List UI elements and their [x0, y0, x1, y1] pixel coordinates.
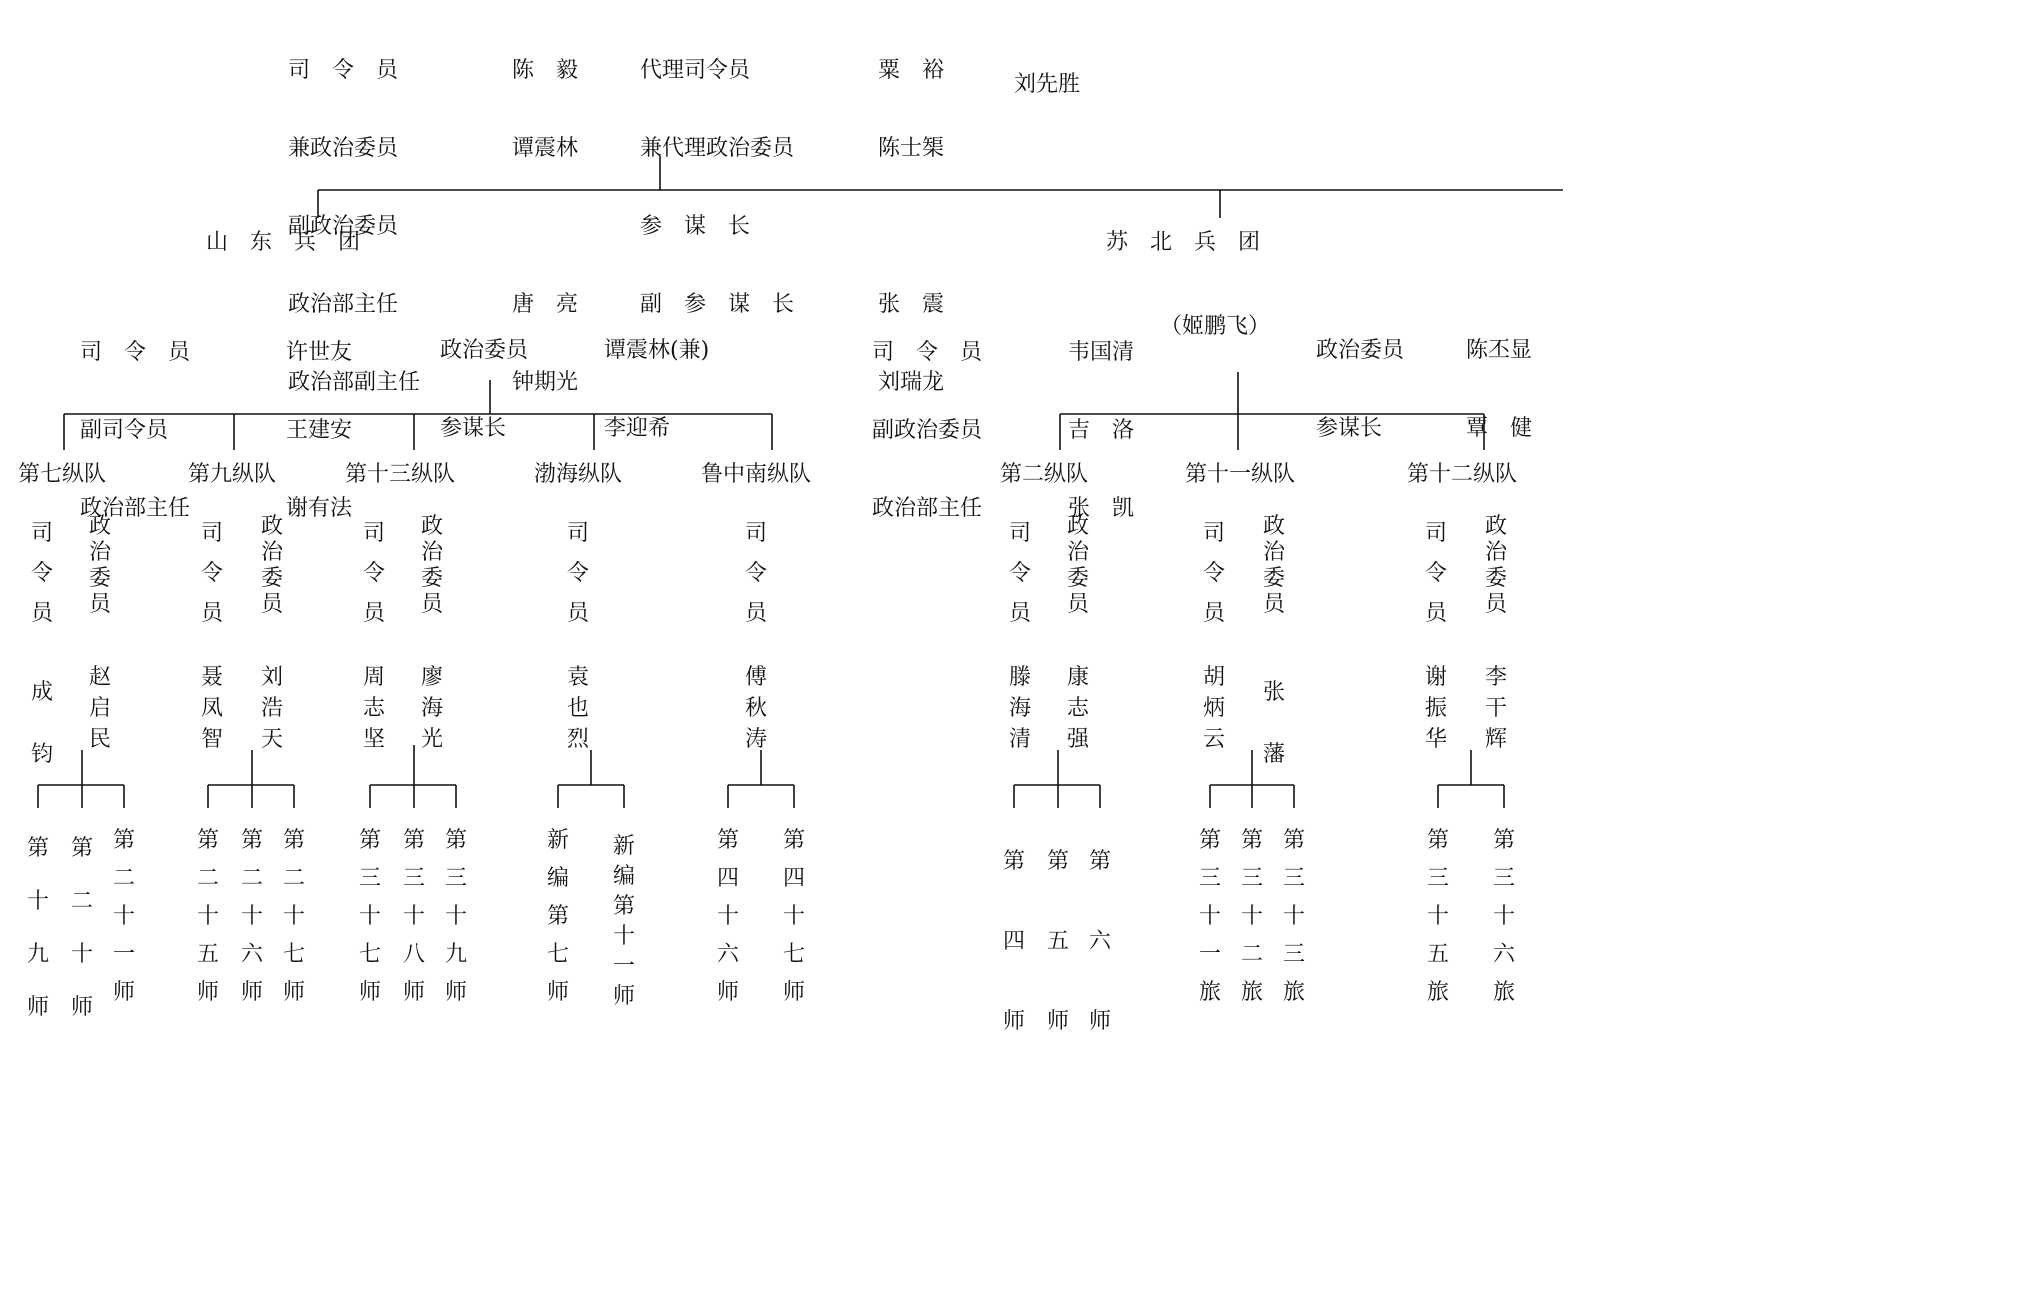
- group-title-row: 政治部主任: [80, 496, 191, 521]
- unit-label: 第 四 十 七 师: [782, 828, 805, 1005]
- unit-label: 第 三 十 七 师: [358, 828, 381, 1005]
- column-title: 第十二纵队: [1407, 462, 1518, 487]
- command-name: [878, 214, 944, 240]
- unit-label: 第 三 十 一 旅: [1198, 828, 1221, 1005]
- leader-name: 周 志 坚: [362, 665, 385, 752]
- command-name: 刘瑞龙: [878, 370, 945, 395]
- command-title: 政治部副主任: [288, 370, 421, 395]
- leader-name: 康 志 强: [1066, 665, 1089, 752]
- subei-left-titles: [872, 288, 982, 548]
- role-label: 司 令 员: [200, 521, 223, 626]
- unit-label: 第 四 师: [1002, 849, 1025, 1034]
- shandong-left-titles: [80, 288, 190, 548]
- command-title: 兼政治委员: [288, 136, 399, 161]
- group-name-row: 陈丕显: [1466, 338, 1533, 363]
- command-title: 副 参 谋 长: [640, 292, 795, 317]
- group-name-row: 覃 健: [1466, 416, 1533, 441]
- leader-name: 赵 启 民: [88, 665, 111, 752]
- unit-label: 第 四 十 六 师: [716, 828, 739, 1005]
- unit-label: 第 三 十 三 旅: [1282, 828, 1305, 1005]
- column-title: 鲁中南纵队: [701, 462, 812, 487]
- command-name: 唐 亮: [512, 292, 579, 317]
- command-extra-name: 刘先胜: [1014, 72, 1081, 97]
- unit-label: 第 五 师: [1046, 849, 1069, 1034]
- command-name: 粟 裕: [878, 58, 945, 83]
- leader-name: 聂 凤 智: [200, 665, 223, 752]
- role-label: 司 令 员: [1202, 521, 1225, 626]
- command-title: 副政治委员: [288, 214, 399, 239]
- command-name: [512, 214, 578, 240]
- group-name-row: 李迎希: [604, 416, 671, 441]
- command-name: 钟期光: [512, 370, 579, 395]
- role-label: 司 令 员: [1008, 521, 1031, 626]
- role-label: 司 令 员: [362, 521, 385, 626]
- command-title: 兼代理政治委员: [640, 136, 795, 161]
- group-title-row: 参谋长: [1316, 416, 1383, 441]
- column-title: 渤海纵队: [534, 462, 623, 487]
- unit-label: 新 编 第 十 一 师: [612, 834, 635, 1009]
- group-title-row: 政治委员: [1316, 338, 1405, 363]
- leader-name: 滕 海 清: [1008, 665, 1031, 752]
- leader-name: 傅 秋 涛: [744, 665, 767, 752]
- shandong-right-titles: [440, 286, 528, 468]
- group-title-subei: 苏 北 兵 团: [1106, 230, 1261, 255]
- group-name-row: 谢有法: [286, 496, 353, 521]
- subei-right-titles: [1316, 286, 1404, 468]
- unit-label: 第 三 十 八 师: [402, 828, 425, 1005]
- command-name: 张 震: [878, 292, 945, 317]
- leader-name: 刘 浩 天: [260, 665, 283, 752]
- column-title: 第七纵队: [18, 462, 107, 487]
- leader-name: 胡 炳 云: [1202, 665, 1225, 752]
- subei-left-names: [1068, 288, 1134, 548]
- unit-label: 第 十 九 师: [26, 836, 49, 1020]
- unit-label: 第 二 十 七 师: [282, 828, 305, 1005]
- group-title-row: 政治部主任: [872, 496, 983, 521]
- command-name: 陈士榘: [878, 136, 945, 161]
- unit-label: 第 二 十 五 师: [196, 828, 219, 1005]
- command-title: 政治部主任: [288, 292, 399, 317]
- unit-label: 第 三 十 五 旅: [1426, 828, 1449, 1005]
- unit-label: 第 二 十 六 师: [240, 828, 263, 1005]
- group-title-row: 司 令 员: [872, 340, 983, 365]
- unit-label: 第 六 师: [1088, 849, 1111, 1034]
- unit-label: 第 三 十 六 旅: [1492, 828, 1515, 1005]
- leader-name: 谢 振 华: [1424, 665, 1447, 752]
- leader-name: 成 钧: [30, 680, 53, 767]
- command-title: 司 令 员: [288, 58, 399, 83]
- group-name-row: 王建安: [286, 418, 353, 443]
- unit-label: 第 二 十 师: [70, 836, 93, 1020]
- shandong-left-names: [286, 288, 352, 548]
- column-title: 第二纵队: [1000, 462, 1089, 487]
- group-title-row: 副司令员: [80, 418, 169, 443]
- subei-left-note: （姬鹏飞）: [1160, 314, 1271, 339]
- group-title-row: 副政治委员: [872, 418, 983, 443]
- command-name: 谭震林: [512, 136, 579, 161]
- group-name-row: 吉 洛: [1068, 418, 1135, 443]
- column-title: 第十三纵队: [345, 462, 456, 487]
- role-label: 政 治 委 员: [1262, 514, 1285, 617]
- leader-name: 袁 也 烈: [566, 665, 589, 752]
- command-title: 代理司令员: [640, 58, 751, 83]
- group-name-row: 韦国清: [1068, 340, 1135, 365]
- role-label: 司 令 员: [744, 521, 767, 626]
- command-name: 陈 毅: [512, 58, 579, 83]
- role-label: 政 治 委 员: [260, 514, 283, 617]
- group-title-row: 政治委员: [440, 338, 529, 363]
- command-title: 参 谋 长: [640, 214, 751, 239]
- column-title: 第九纵队: [188, 462, 277, 487]
- role-label: 政 治 委 员: [420, 514, 443, 617]
- unit-label: 第 三 十 九 师: [444, 828, 467, 1005]
- leader-name: 李 干 辉: [1484, 665, 1507, 752]
- group-name-row: 许世友: [286, 340, 353, 365]
- unit-label: 第 二 十 一 师: [112, 828, 135, 1005]
- group-title-row: 参谋长: [440, 416, 507, 441]
- role-label: 政 治 委 员: [88, 514, 111, 617]
- group-name-row: 谭震林(兼): [604, 338, 710, 363]
- subei-right-names: [1466, 286, 1532, 468]
- leader-name: 廖 海 光: [420, 665, 443, 752]
- leader-name: 张 藩: [1262, 680, 1285, 767]
- group-name-row: 张 凯: [1068, 496, 1135, 521]
- shandong-right-names: [604, 286, 709, 468]
- group-title-row: 司 令 员: [80, 340, 191, 365]
- role-label: 司 令 员: [566, 521, 589, 626]
- column-title: 第十一纵队: [1185, 462, 1296, 487]
- group-title-shandong: 山 东 兵 团: [206, 230, 361, 255]
- role-label: 政 治 委 员: [1066, 514, 1089, 617]
- role-label: 政 治 委 员: [1484, 514, 1507, 617]
- unit-label: 新 编 第 七 师: [546, 828, 569, 1005]
- role-label: 司 令 员: [30, 521, 53, 626]
- unit-label: 第 三 十 二 旅: [1240, 828, 1263, 1005]
- role-label: 司 令 员: [1424, 521, 1447, 626]
